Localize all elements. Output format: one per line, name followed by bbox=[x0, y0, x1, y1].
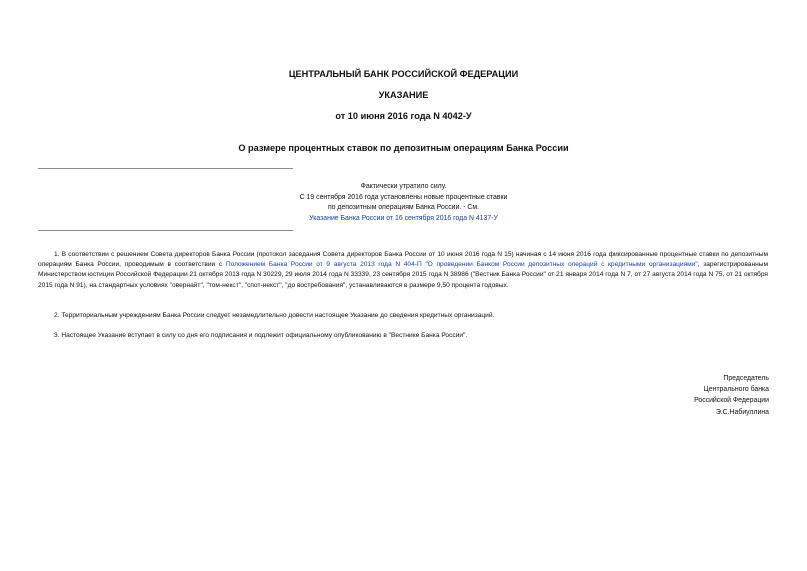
issuer-title: ЦЕНТРАЛЬНЫЙ БАНК РОССИЙСКОЙ ФЕДЕРАЦИИ bbox=[288, 69, 519, 79]
superseding-document-link[interactable]: Указание Банка России от 16 сентября 2016 года N 4137-У bbox=[309, 214, 498, 222]
status-note bbox=[180, 182, 627, 224]
paragraph-1-text-start: 1. В соответствии с решением Совета директоров Банка России (протокол заседания Совета директоров Банка России от 10 июня 2016 года N 15) начиная с 14 июня 2016 года фиксированные процентные ставки по депозитным операциям Банка России, проводимым в соответствии с bbox=[38, 251, 768, 269]
status-note-line-3: по депозитным операциям Банка России. - См. bbox=[327, 204, 480, 211]
paragraph-1-text-end: , зарегистрированным Министерством юстиции Российской Федерации 21 октября 2013 года N 30229, 29 июля 2014 года N 33339, 23 сентября 2015 года N 38986 ("Вестник Банка России" от 21 января 2014 года N 7, от 27 августа 2014 года N 75, от 21 октября 2015 года N 91), на стандартных условиях "овернайт", "том-некст", "спот-некст", "до востребования", устанавливаются в размере 9,50 процента годовых. bbox=[38, 261, 768, 289]
status-note-line-2: С 19 сентября 2016 года установлены новые процентные ставки bbox=[299, 193, 508, 201]
paragraph-1 bbox=[38, 250, 768, 291]
divider-bottom bbox=[38, 230, 293, 231]
document-type: УКАЗАНИЕ bbox=[378, 90, 429, 100]
status-note-line-1: Фактически утратило силу. bbox=[360, 183, 447, 190]
paragraph-3: 3. Настоящее Указание вступает в силу со дня его подписания и подлежит официальному опубликованию в "Вестнике Банка России". bbox=[54, 332, 468, 339]
signatory-title-3: Российской Федерации bbox=[694, 397, 769, 405]
document-date-number: от 10 июня 2016 года N 4042-У bbox=[335, 111, 472, 121]
signature-block bbox=[694, 373, 769, 418]
signatory-name: Э.С.Набиуллина bbox=[715, 408, 769, 416]
signatory-title-2: Центрального банка bbox=[703, 386, 769, 394]
regulation-404p-link[interactable]: Положением Банка России от 9 августа 2013 года N 404-П "О проведении Банком России депозитных операций с кредитными организациями" bbox=[225, 261, 698, 269]
paragraph-2: 2. Территориальным учреждениям Банка России следует незамедлительно довести настоящее Указание до сведения кредитных организаций. bbox=[54, 312, 495, 319]
document-subject: О размере процентных ставок по депозитным операциям Банка России bbox=[238, 143, 569, 153]
signatory-title-1: Председатель bbox=[723, 375, 769, 382]
divider-top bbox=[38, 168, 293, 169]
